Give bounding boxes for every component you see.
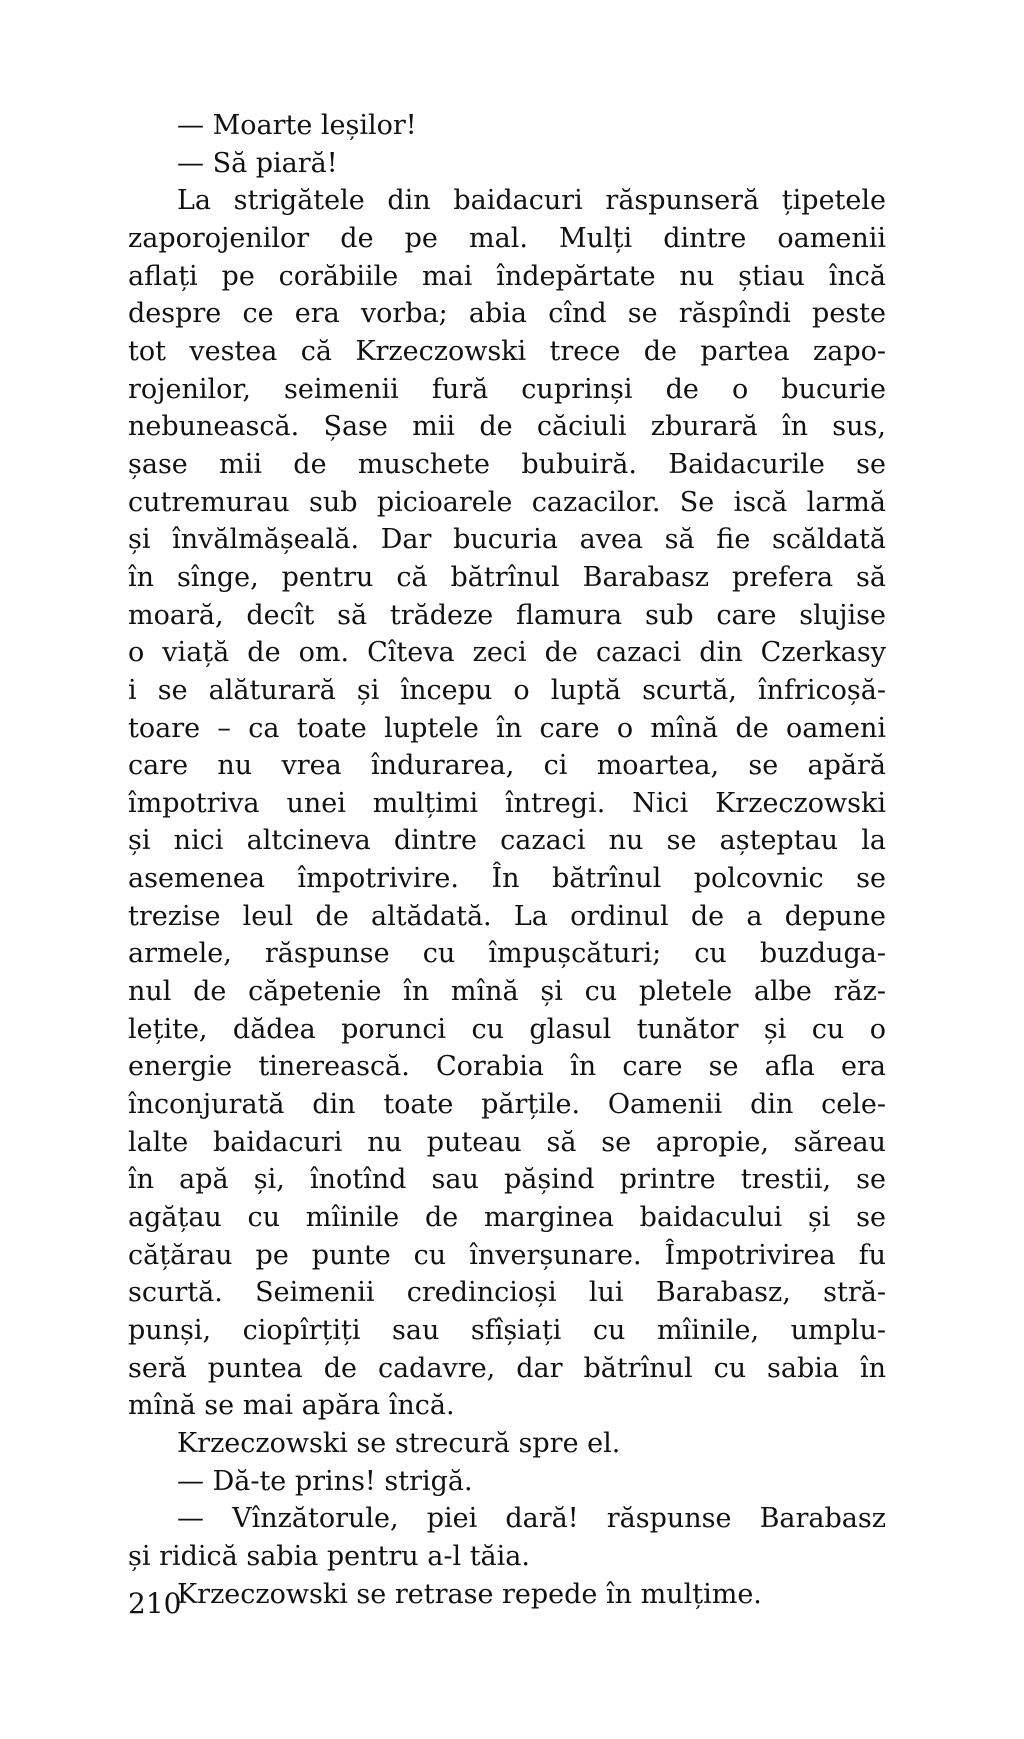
text-line: nebunească. Șase mii de căciuli zburară în sus, bbox=[128, 411, 886, 443]
text-line: și ridică sabia pentru a-l tăia. bbox=[128, 1540, 530, 1572]
text-line: zaporojenilor de pe mal. Mulți dintre oamenii bbox=[128, 222, 886, 254]
text-line: împotriva unei mulțimi întregi. Nici Krzeczowski bbox=[128, 787, 886, 819]
page-number: 210 bbox=[128, 1587, 182, 1620]
text-line: în sînge, pentru că bătrînul Barabasz prefera să bbox=[128, 561, 886, 593]
text-line: punși, ciopîrțiți sau sfîșiați cu mîinile, umplu- bbox=[128, 1315, 886, 1346]
text-line: în apă și, înotînd sau pășind printre trestii, se bbox=[128, 1164, 886, 1196]
text-line: Krzeczowski se strecură spre el. bbox=[177, 1427, 621, 1459]
text-line: nul de căpetenie în mînă și cu pletele albe răz- bbox=[128, 976, 886, 1008]
text-line: energie tinerească. Corabia în care se afla era bbox=[128, 1051, 886, 1083]
text-line: armele, răspunse cu împușcături; cu buzduga- bbox=[128, 938, 886, 970]
text-line: lalte baidacuri nu puteau să se apropie, săreau bbox=[128, 1126, 886, 1158]
text-line: aflați pe corăbiile mai îndepărtate nu știau încă bbox=[128, 260, 886, 292]
text-line: La strigătele din baidacuri răspunseră țipetele bbox=[177, 185, 886, 217]
text-line: cutremurau sub picioarele cazacilor. Se iscă larmă bbox=[128, 486, 886, 518]
text-line: Krzeczowski se retrase repede în mulțime. bbox=[177, 1578, 762, 1610]
text-line: — Vînzătorule, piei dară! răspunse Barabasz bbox=[177, 1503, 886, 1535]
text-line: cățărau pe punte cu înverșunare. Împotrivirea fu bbox=[128, 1239, 886, 1271]
body-text bbox=[128, 107, 886, 1613]
text-line: șase mii de muschete bubuiră. Baidacurile se bbox=[128, 448, 886, 480]
text-line: rojenilor, seimenii fură cuprinși de o bucurie bbox=[128, 373, 886, 405]
text-line: lețite, dădea porunci cu glasul tunător și cu o bbox=[128, 1013, 886, 1045]
text-line: toare – ca toate luptele în care o mînă de oameni bbox=[128, 712, 886, 744]
text-line: moară, decît să trădeze flamura sub care slujise bbox=[128, 599, 886, 631]
text-line: care nu vrea îndurarea, ci moartea, se apără bbox=[128, 750, 886, 782]
text-line: tot vestea că Krzeczowski trece de partea zapo- bbox=[128, 335, 886, 367]
text-line: înconjurată din toate părțile. Oamenii din cele- bbox=[128, 1089, 886, 1121]
text-line: mînă se mai apăra încă. bbox=[128, 1390, 455, 1422]
text-line: despre ce era vorba; abia cînd se răspîndi peste bbox=[128, 298, 886, 330]
text-line: asemenea împotrivire. În bătrînul polcovnic se bbox=[128, 863, 886, 895]
text-line: trezise leul de altădată. La ordinul de a depune bbox=[128, 900, 886, 932]
text-line: agățau cu mîinile de marginea baidacului și se bbox=[128, 1202, 886, 1234]
text-line: și nici altcineva dintre cazaci nu se așteptau la bbox=[128, 825, 886, 857]
text-line: și învălmășeală. Dar bucuria avea să fie scăldată bbox=[128, 524, 886, 556]
text-line: — Să piară! bbox=[177, 147, 338, 179]
text-line: scurtă. Seimenii credincioși lui Barabasz, stră- bbox=[128, 1277, 886, 1309]
text-line: — Moarte leșilor! bbox=[177, 110, 417, 141]
text-line: i se alăturară și începu o luptă scurtă, înfricoșă- bbox=[128, 674, 886, 706]
text-line: o viață de om. Cîteva zeci de cazaci din Czerkasy bbox=[128, 637, 886, 669]
text-line: seră puntea de cadavre, dar bătrînul cu sabia în bbox=[128, 1352, 886, 1384]
text-line: — Dă-te prins! strigă. bbox=[177, 1465, 473, 1497]
